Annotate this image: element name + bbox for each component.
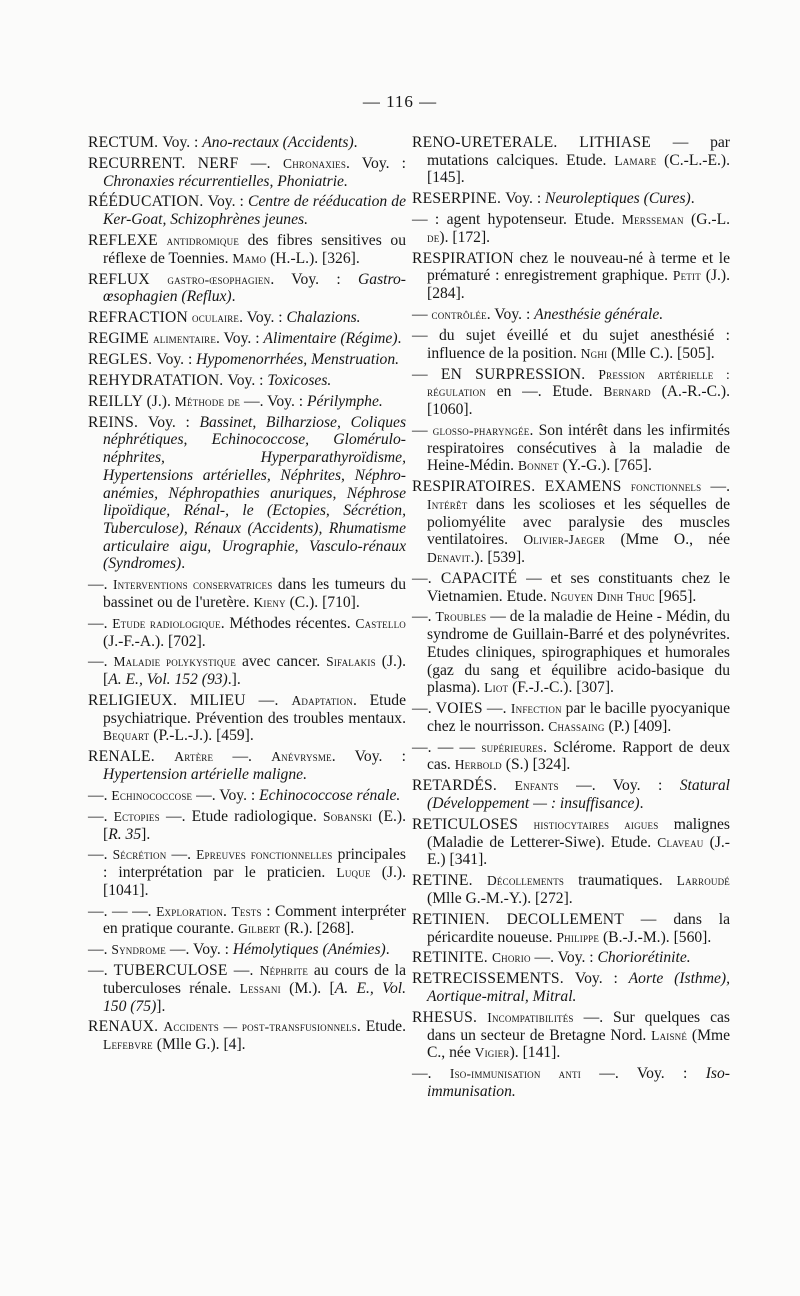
entry-headword: RETICULOSES [412, 815, 534, 833]
entry-text: (J.). [1041]. [103, 864, 406, 899]
entry-headword: REINS. [88, 413, 149, 431]
entry-headword: —. VOIES —. [412, 700, 511, 718]
entry-text: —. Voy. : [530, 949, 598, 967]
index-entry [412, 700, 730, 735]
entry-headword: RENAUX. [88, 1018, 164, 1036]
index-entry [412, 816, 730, 869]
entry-smallcaps: antidromique [166, 233, 240, 249]
entry-headword: RESPIRATOIRES. EXAMENS [412, 478, 631, 496]
entry-text: (F.-J.-C.). [307]. [508, 679, 614, 697]
left-column [88, 134, 406, 1057]
entry-text: (J.). [284]. [427, 267, 730, 303]
index-entry [412, 478, 730, 567]
entry-reference: Statural (Développement — : insuffisance) [427, 777, 730, 813]
index-entry [88, 330, 406, 348]
entry-text: (Mme O., née [605, 531, 730, 549]
entry-text: par le bacille pyocyanique chez le nourrisson. [427, 700, 730, 735]
index-entry [412, 1065, 730, 1100]
entry-text: dans les tumeurs du bassinet ou de l'uretère. [103, 576, 407, 611]
entry-headword: RHESUS. [412, 1008, 488, 1026]
entry-text: —. [412, 1065, 450, 1083]
entry-text: —. — — [412, 738, 482, 756]
entry-text: Voy. : [156, 351, 197, 369]
entry-smallcaps: Artère [174, 749, 214, 765]
entry-smallcaps: de [427, 229, 440, 245]
entry-text: en —. Etude. [486, 383, 604, 401]
entry-headword: REFRACTION [88, 309, 193, 327]
entry-smallcaps: Ectopies [113, 808, 160, 824]
entry-smallcaps: Accidents — post-transfusionnels [163, 1019, 357, 1035]
entry-text: (C.). [710]. [285, 593, 360, 611]
entry-smallcaps: Méthode de [174, 393, 241, 409]
entry-smallcaps: Philippe [556, 929, 600, 945]
entry-smallcaps: Lessani [239, 980, 281, 996]
entry-text: (Mme C., née [427, 1026, 730, 1062]
entry-smallcaps: Denavit [427, 549, 471, 565]
index-entry [88, 748, 406, 783]
entry-smallcaps: Sifalakis [326, 654, 376, 670]
entry-smallcaps: Merssеman [621, 212, 684, 228]
entry-headword: RECURRENT. NERF —. [88, 154, 284, 172]
entry-smallcaps: oculaire [192, 310, 240, 326]
entry-smallcaps: Echinococcose [111, 787, 193, 803]
index-entry [412, 777, 730, 812]
entry-text: — [412, 421, 433, 439]
entry-smallcaps: Intérêt [427, 496, 468, 512]
right-column [412, 134, 730, 1104]
entry-text: —. [166, 846, 197, 864]
entry-text: au cours de la tuberculoses rénale. [103, 962, 406, 997]
entry-smallcaps: Bonnet [517, 458, 559, 474]
entry-headword: — EN SURPRESSION. [412, 365, 599, 383]
entry-smallcaps: Iso-immunisation anti [449, 1066, 581, 1082]
entry-text: —. [88, 941, 112, 959]
entry-smallcaps: Enfants [514, 778, 559, 794]
entry-headword: RENO-URETERALE. LITHIASE — [412, 134, 689, 151]
entry-reference: Choriorétinite. [597, 949, 691, 967]
index-entry [88, 846, 406, 899]
entry-text: . Voy. : [216, 330, 264, 348]
entry-text: (R.). [268]. [280, 920, 355, 938]
entry-smallcaps: Herbold [454, 757, 502, 773]
entry-smallcaps: Adaptation [291, 693, 353, 709]
entry-smallcaps: Nguyen Dinh Thuc [550, 588, 655, 604]
entry-text: —. [88, 614, 113, 632]
entry-text: dans les scolioses et les séquelles de poliomyélite avec paralysie des muscles ventilatoires. [427, 495, 730, 549]
index-entry [412, 911, 730, 946]
index-entry [412, 739, 730, 774]
entry-headword: —. TUBERCULOSE —. [88, 962, 260, 980]
entry-headword: REHYDRATATION. [88, 371, 228, 389]
index-entry [88, 903, 406, 938]
entry-text: . [181, 555, 186, 573]
entry-reference: A. E., Vol. 150 (75) [103, 979, 406, 1015]
entry-text: —. Etude radiologique. [159, 807, 324, 825]
entry-smallcaps: Pression artérielle : régulation [427, 366, 730, 400]
entry-reference: Anesthésie générale. [534, 306, 664, 324]
index-entry [88, 351, 406, 369]
entry-text: — : agent hypotenseur. Etude. [412, 211, 622, 229]
entry-headword: REILLY [88, 392, 147, 410]
index-entry [412, 570, 730, 605]
entry-text: . Sclérome. Rapport de deux cas. [427, 738, 731, 774]
index-entry [88, 692, 406, 745]
entry-smallcaps: Lefebvre [103, 1037, 153, 1053]
entry-text: (G.-L. [683, 211, 731, 229]
index-entry [88, 1018, 406, 1053]
entry-text: . Voy. : [239, 309, 287, 327]
entry-text: (S.) [324]. [501, 756, 571, 774]
index-entry [412, 134, 730, 187]
entry-reference: Centre de rééducation de Ker-Goat, Schizophrènes jeunes. [103, 193, 406, 229]
index-entry [412, 1009, 730, 1062]
index-entry [88, 787, 406, 805]
entry-smallcaps: Larroudé [676, 873, 730, 889]
entry-smallcaps: Castello [355, 615, 406, 631]
entry-text: — [412, 306, 432, 324]
entry-reference: Chalazions. [286, 309, 361, 327]
entry-text: (B.-J.-M.). [560]. [599, 928, 712, 946]
entry-reference: Iso-immunisation. [427, 1065, 730, 1100]
entry-text: — et ses constituants chez le Vietnamien. Etude. [427, 569, 730, 605]
entry-text: —. Voy. : [580, 1065, 706, 1083]
entry-smallcaps: Anévrysme [271, 749, 332, 765]
entry-reference: Hypertension artérielle maligne. [103, 766, 307, 784]
entry-text: —. [88, 846, 113, 864]
entry-smallcaps: Chronaxies [283, 155, 347, 171]
index-entry [88, 155, 406, 190]
entry-smallcaps: histiocytaires aigues [533, 816, 659, 832]
entry-text: (J.-F.-A.). [702]. [103, 632, 206, 650]
entry-smallcaps: Etude radiologique [112, 615, 221, 631]
entry-text: (P.) [409]. [604, 717, 672, 735]
index-entry [88, 393, 406, 411]
entry-headword: RÉÉDUCATION. [88, 193, 208, 211]
entry-text: —. [88, 576, 113, 594]
entry-text: chez le nouveau-né à terme et le prématuré : enregistrement graphique. [427, 249, 731, 285]
entry-text: —. [88, 653, 114, 671]
entry-text: (P.-L.-J.). [459]. [149, 727, 254, 745]
entry-text: —. [701, 478, 730, 496]
entry-text: . Voy. : [486, 306, 535, 324]
entry-text: [965]. [654, 587, 697, 605]
index-entry [412, 872, 730, 907]
entry-smallcaps: Interventions conservatrices [112, 577, 273, 593]
entry-reference: Alimentaire (Régime) [263, 330, 398, 348]
entry-headword: RELIGIEUX. MILIEU —. [88, 692, 292, 710]
entry-smallcaps: Infection [510, 701, 562, 717]
entry-text: — du sujet éveillé et du sujet anesthésié : influence de la position. [412, 326, 730, 362]
entry-text: —. [213, 748, 272, 766]
entry-reference: Echinococcose rénale. [259, 786, 401, 804]
entry-reference: Ano-rectaux (Accidents) [202, 134, 354, 151]
index-entry [412, 211, 730, 246]
entry-text: . [353, 134, 358, 151]
entry-text: (Mlle C.). [505]. [607, 344, 715, 362]
page-number: — 116 — [362, 92, 438, 111]
entry-text: (Mlle G.). [4]. [152, 1036, 246, 1054]
entry-reference: A. E., Vol. 152 (93) [108, 671, 228, 689]
entry-reference: Chronaxies récurrentielles, Phoniatrie. [103, 172, 348, 190]
entry-reference: Neuroleptiques (Cures) [545, 190, 691, 208]
entry-smallcaps: Kieny [253, 594, 286, 610]
entry-text: (M.). [ [280, 979, 335, 997]
entry-text: — de la maladie de Heine - Médin, du syndrome de Guillain-Barré et des polynévrites. Etudes cliniques, spirographiques et humorales (gaz du sang et équilibre acido-basique du plasma). [427, 608, 731, 697]
index-entry [88, 372, 406, 390]
entry-smallcaps: Epreuves fonctionnelles [196, 847, 333, 863]
entry-text: (J.-E.) [341]. [427, 833, 730, 869]
entry-text: —. Voy. : [192, 786, 260, 804]
index-entry [88, 134, 406, 152]
entry-smallcaps: Chorio [491, 950, 531, 966]
entry-text: —. Voy. : [166, 941, 233, 959]
entry-text: —. — —. [88, 902, 157, 920]
entry-smallcaps: Syndrome [111, 942, 166, 958]
entry-text: . Etude. [356, 1018, 406, 1036]
entry-smallcaps: Chassaing [548, 718, 605, 734]
entry-text: principales : interprétation par le praticien. [103, 846, 407, 882]
entry-text: ). [172]. [439, 228, 491, 246]
entry-text: Voy. : [227, 371, 268, 389]
entry-text: . Son intérêt dans les infirmités respiratoires consécutives à la maladie de Heine-Médin. [427, 421, 730, 475]
entry-headword: RECTUM. [88, 134, 163, 151]
entry-text: . Voy. : [346, 154, 406, 172]
entry-text: .). [539]. [470, 548, 526, 566]
entry-headword: —. CAPACITÉ [412, 569, 527, 587]
entry-text: . [690, 190, 695, 208]
entry-headword: RETINIEN. DECOLLEMENT — [412, 910, 657, 928]
entry-text: —. Voy. : [240, 392, 307, 410]
index-entry [412, 250, 730, 303]
entry-text: (J.). [146, 392, 175, 410]
entry-headword: RESERPINE. [412, 190, 506, 208]
entry-headword: RETINE. [412, 872, 487, 890]
entry-smallcaps: Lamare [614, 152, 657, 168]
index-entry [88, 962, 406, 1015]
entry-text: avec cancer. [235, 653, 327, 671]
index-entry [88, 653, 406, 688]
entry-text: ). [141]. [509, 1044, 561, 1062]
entry-headword: RENALE. [88, 748, 175, 766]
index-entry [88, 193, 406, 228]
entry-text: .]. [227, 671, 241, 689]
entry-reference: Hypomenorrhées, Menstruation. [196, 351, 400, 369]
entry-headword: RESPIRATION [412, 249, 520, 267]
entry-smallcaps: Néphrite [259, 963, 309, 979]
entry-smallcaps: Luque [336, 865, 371, 881]
index-entry [412, 327, 730, 362]
entry-smallcaps: Exploration [156, 903, 224, 919]
entry-reference: Gastro-œsophagien (Reflux) [103, 270, 406, 306]
entry-headword: REFLEXE [88, 232, 167, 250]
entry-reference: Périlymphe. [307, 392, 383, 410]
index-entry [412, 306, 730, 324]
entry-text: . [639, 795, 644, 813]
entry-smallcaps: Décollements [486, 873, 565, 889]
entry-smallcaps: fonctionnels [630, 479, 702, 495]
entry-smallcaps: Vigier [474, 1045, 510, 1061]
entry-text: dans la péricardite noueuse. [427, 910, 730, 946]
entry-smallcaps: Gilbert [238, 921, 281, 937]
entry-text: Voy. : [207, 193, 248, 211]
entry-smallcaps: Sécrétion [112, 847, 167, 863]
entry-smallcaps: Bernard [603, 384, 651, 400]
entry-text: (H.-L.). [326]. [266, 249, 360, 267]
entry-text: Voy. : [505, 190, 546, 208]
entry-headword: RETINITE. [412, 949, 492, 967]
entry-text: (Y.-G.). [765]. [558, 457, 652, 475]
entry-headword: REFLUX [88, 270, 168, 288]
entry-smallcaps: gastro-œsophagien [167, 271, 271, 287]
index-entry [88, 414, 406, 573]
entry-text: malignes (Maladie de Letterer-Siwe). Etude. [427, 815, 730, 851]
entry-text: ]. [156, 997, 166, 1015]
entry-text: Voy. : [148, 413, 200, 431]
entry-reference: Toxicoses. [267, 371, 332, 389]
entry-smallcaps: Liot [484, 680, 509, 696]
entry-text: . [231, 288, 236, 306]
index-entry [88, 615, 406, 650]
entry-text: . Voy. : [331, 748, 406, 766]
entry-smallcaps: Incompatibilités [487, 1009, 574, 1025]
index-entry [88, 271, 406, 306]
entry-smallcaps: supérieures [481, 739, 544, 755]
entry-text: (C.-L.-E.). [145]. [427, 151, 730, 187]
entry-smallcaps: Mamo [232, 250, 267, 266]
entry-text: . Voy. : [270, 270, 359, 288]
entry-headword: RETARDÉS. [412, 777, 515, 795]
entry-text: —. [88, 807, 114, 825]
index-entry [412, 949, 730, 967]
entry-text: traumatiques. [564, 872, 677, 890]
entry-smallcaps: Claveau [657, 834, 704, 850]
index-entry [88, 309, 406, 327]
index-entry [88, 232, 406, 267]
entry-text: : Comment interpréter en pratique courante. [103, 902, 407, 938]
entry-text: (Mlle G.-M.-Y.). [272]. [427, 889, 573, 907]
entry-text: des fibres sensitives ou réflexe de Toennies. [103, 232, 406, 267]
entry-text: . [385, 941, 390, 959]
entry-reference: R. 35 [108, 825, 142, 843]
entry-text: —. [412, 608, 436, 626]
entry-smallcaps: Bequart [103, 728, 150, 744]
index-entry [412, 366, 730, 419]
entry-text: —. Sur quelques cas dans un secteur de Bretagne Nord. [427, 1008, 730, 1044]
index-entry [412, 970, 730, 1005]
entry-headword: REGLES. [88, 351, 157, 369]
entry-smallcaps: Laisné [651, 1027, 688, 1043]
entry-text: ]. [141, 825, 151, 843]
entry-headword: REGIME [88, 330, 154, 348]
entry-text: —. Voy. : [558, 777, 680, 795]
entry-smallcaps: glosso-pharyngée [432, 422, 530, 438]
entry-reference: Bassinet, Bilharziose, Coliques néphrétiques, Echinococcose, Glomérulo-néphrites, Hyperparathyroïdisme, Hypertensions artérielles, Néphrites, Néphro-anémies, Néphropathies anuriques, Néphrose lipoïdique, Rénal-, le (Ectopies, Sécrétion, Tuberculose), Rénaux (Accidents), Rhumatisme articulaire aigu, Urographie, Vasculo-rénaux (Syndromes) [103, 413, 407, 573]
entry-smallcaps: alimentaire [153, 331, 217, 347]
entry-smallcaps: Petit [672, 268, 701, 284]
index-entry [88, 808, 406, 843]
entry-headword: RETRECISSEMENTS. [412, 970, 575, 988]
entry-smallcaps: contrôlée [431, 307, 487, 323]
entry-text: (J.). [ [103, 653, 407, 689]
entry-smallcaps: Olivier-Jaeger [523, 532, 606, 548]
entry-smallcaps: Maladie polykystique [113, 654, 236, 670]
index-entry [412, 608, 730, 697]
entry-text: Voy. : [162, 134, 203, 151]
entry-text: par mutations calciques. Etude. [427, 134, 730, 169]
entry-text: —. [88, 786, 112, 804]
index-entry [88, 576, 406, 611]
entry-text: . Etude psychiatrique. Prévention des troubles mentaux. [103, 692, 406, 727]
entry-text: . [397, 330, 402, 348]
entry-text: Voy. : [574, 970, 629, 988]
entry-text: (E.). [ [103, 807, 406, 843]
entry-text: (A.-R.-C.). [1060]. [427, 383, 731, 418]
index-entry [88, 941, 406, 959]
entry-reference: Aorte (Isthme), Aortique-mitral, Mitral. [427, 970, 731, 1006]
entry-text: . Méthodes récentes. [220, 614, 356, 632]
entry-text: . [223, 902, 232, 920]
entry-reference: Hémolytiques (Anémies) [232, 941, 386, 959]
entry-smallcaps: Troubles [435, 609, 487, 625]
entry-smallcaps: Tests [231, 903, 262, 919]
index-entry [412, 422, 730, 475]
index-entry [412, 190, 730, 208]
entry-smallcaps: Nghi [580, 345, 608, 361]
entry-smallcaps: Sobanski [323, 808, 373, 824]
